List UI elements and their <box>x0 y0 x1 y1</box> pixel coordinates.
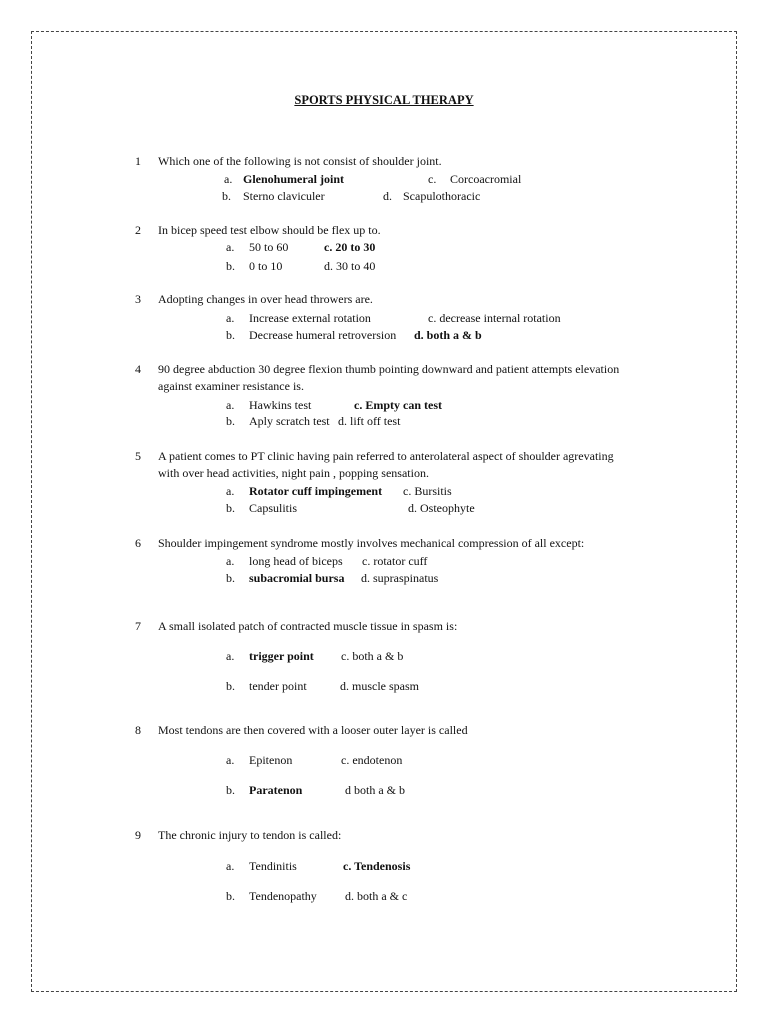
option-a: Epitenon <box>249 753 293 767</box>
option-b: 0 to 10 <box>249 259 283 273</box>
option-c-label: c. <box>428 172 437 186</box>
option-c: c. rotator cuff <box>362 554 428 568</box>
option-b-answer: Paratenon <box>249 783 303 797</box>
question-number: 6 <box>135 536 141 550</box>
option-a-label: a. <box>226 859 235 873</box>
option-a: Tendinitis <box>249 859 297 873</box>
option-b-label: b. <box>226 571 235 585</box>
question-text: with over head activities, night pain , popping sensation. <box>158 466 429 480</box>
option-a: Hawkins test <box>249 398 312 412</box>
option-b-label: b. <box>226 889 235 903</box>
option-c-answer: c. Empty can test <box>354 398 442 412</box>
question-number: 8 <box>135 723 141 737</box>
option-b: Capsulitis <box>249 501 298 515</box>
question-number: 4 <box>135 362 141 376</box>
option-d: d. muscle spasm <box>340 679 419 693</box>
option-a: 50 to 60 <box>249 240 289 254</box>
question-number: 3 <box>135 292 141 306</box>
option-b-label: b. <box>222 189 231 203</box>
option-b: Decrease humeral retroversion <box>249 328 397 342</box>
question-number: 5 <box>135 449 141 463</box>
question-number: 9 <box>135 828 141 842</box>
option-b: tender point <box>249 679 307 693</box>
option-a-answer: Rotator cuff impingement <box>249 484 383 498</box>
option-b-label: b. <box>226 328 235 342</box>
option-d: d. supraspinatus <box>361 571 439 585</box>
option-a-label: a. <box>226 240 235 254</box>
option-a-label: a. <box>226 311 235 325</box>
option-d: d. both a & c <box>345 889 408 903</box>
question-text: The chronic injury to tendon is called: <box>158 828 342 842</box>
question-text: against examiner resistance is. <box>158 379 304 393</box>
option-b-label: b. <box>226 501 235 515</box>
option-b: Aply scratch test <box>249 414 330 428</box>
question-text: In bicep speed test elbow should be flex up to. <box>158 223 381 237</box>
option-c: c. Bursitis <box>403 484 452 498</box>
option-c: c. decrease internal rotation <box>428 311 561 325</box>
question-text: Most tendons are then covered with a looser outer layer is called <box>158 723 468 737</box>
option-c: c. endotenon <box>341 753 403 767</box>
option-d-label: d. <box>383 189 392 203</box>
document-title: SPORTS PHYSICAL THERAPY <box>294 93 474 107</box>
option-b-label: b. <box>226 783 235 797</box>
option-b-label: b. <box>226 679 235 693</box>
option-d: Scapulothoracic <box>403 189 481 203</box>
question-text: Shoulder impingement syndrome mostly involves mechanical compression of all except: <box>158 536 585 550</box>
question-text: Which one of the following is not consist of shoulder joint. <box>158 154 442 168</box>
option-b: Sterno claviculer <box>243 189 325 203</box>
option-d: d both a & b <box>345 783 405 797</box>
option-b: Tendenopathy <box>249 889 317 903</box>
option-b-label: b. <box>226 259 235 273</box>
option-d: d. Osteophyte <box>408 501 475 515</box>
question-number: 2 <box>135 223 141 237</box>
question-number: 7 <box>135 619 141 633</box>
option-a-label: a. <box>226 753 235 767</box>
question-text: A patient comes to PT clinic having pain referred to anterolateral aspect of shoulder agrevating <box>158 449 614 463</box>
option-a-label: a. <box>226 649 235 663</box>
option-c: Corcoacromial <box>450 172 522 186</box>
question-text: Adopting changes in over head throwers are. <box>158 292 373 306</box>
option-a: long head of biceps <box>249 554 343 568</box>
option-d: d. lift off test <box>338 414 401 428</box>
option-a-answer: trigger point <box>249 649 314 663</box>
option-a-label: a. <box>226 398 235 412</box>
option-d-answer: d. both a & b <box>414 328 482 342</box>
option-a-label: a. <box>224 172 233 186</box>
option-b-label: b. <box>226 414 235 428</box>
question-text: A small isolated patch of contracted muscle tissue in spasm is: <box>158 619 458 633</box>
option-a: Increase external rotation <box>249 311 371 325</box>
option-b-answer: subacromial bursa <box>249 571 345 585</box>
option-c: c. both a & b <box>341 649 404 663</box>
question-number: 1 <box>135 154 141 168</box>
option-a-answer: Glenohumeral joint <box>243 172 344 186</box>
page-border <box>31 31 737 992</box>
option-a-label: a. <box>226 484 235 498</box>
question-text: 90 degree abduction 30 degree flexion thumb pointing downward and patient attempts elevation <box>158 362 620 376</box>
option-c-answer: c. 20 to 30 <box>324 240 376 254</box>
option-c-answer: c. Tendenosis <box>343 859 411 873</box>
option-a-label: a. <box>226 554 235 568</box>
option-d: d. 30 to 40 <box>324 259 376 273</box>
